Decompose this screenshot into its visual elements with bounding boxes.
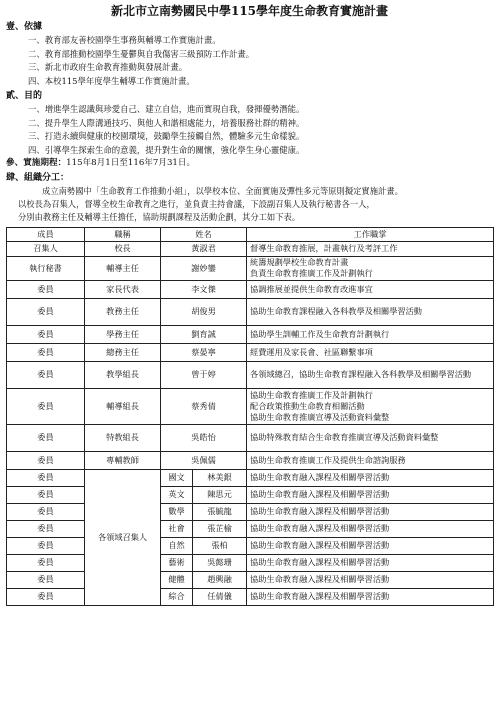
subject-cell: 健體 [161,571,193,588]
duty-cell: 協助生命教育課程融入各科教學及相關學習活動 [247,298,494,325]
page-title: 新北市立南勢國民中學115學年度生命教育實施計畫 [110,4,389,18]
member-cell: 委員 [7,520,85,537]
schedule-text: 115年8月1日至116年7月31日。 [66,158,196,168]
duty-cell: 協助生命教育融入課程及相關學習活動 [247,486,494,503]
role-cell: 教務主任 [85,298,161,325]
role-cell: 輔導主任 [85,256,161,280]
name-cell: 胡俊男 [161,298,247,325]
subject-cell: 國文 [161,469,193,486]
table-row [7,388,494,424]
role-cell: 學務主任 [85,325,161,343]
duty-cell: 協助生命教育融入課程及相關學習活動 [247,554,494,571]
name-cell: 曾于婷 [161,361,247,388]
name-cell: 黃淑君 [161,241,247,256]
name-cell: 林美銀 [193,469,247,486]
role-cell: 校長 [85,241,161,256]
duty-cell: 督導生命教育推展，計畫執行及考評工作 [247,241,494,256]
duty-cell: 協助生命教育融入課程及相關學習活動 [247,571,494,588]
organization-paragraph: 分別由教務主任及輔導主任擔任，協助規劃課程及活動企劃，其分工如下表。 [18,212,301,223]
duty-cell: 協助生命教育融入課程及相關學習活動 [247,520,494,537]
table-row [7,520,494,537]
group-role-cell: 各領域召集人 [85,469,161,605]
duty-cell: 協助生命教育推廣工作及計劃執行 配合政策推動生命教育相關活動 協助生命教育推廣宣導及活動資料彙整 [247,388,494,424]
basis-item: 一、教育部友善校園學生事務與輔導工作實施計畫。 [28,35,221,45]
duty-cell: 協助生命教育融入課程及相關學習活動 [247,588,494,605]
subject-cell: 英文 [161,486,193,503]
subject-cell: 數學 [161,503,193,520]
duty-cell: 協調推展並提供生命教育改進事宜 [247,280,494,298]
member-cell: 委員 [7,298,85,325]
name-cell: 李文傑 [161,280,247,298]
header-member: 成員 [7,227,85,241]
table-row [7,343,494,361]
member-cell: 委員 [7,361,85,388]
name-cell: 張芷榆 [193,520,247,537]
table-row [7,361,494,388]
organization-paragraph: 成立南勢國中「生命教育工作推動小組」，以學校本位、全面實施及彈性多元等原則擬定實施計畫。 [42,186,403,196]
basis-item: 三、新北市政府生命教育推動與發展計畫。 [28,62,188,72]
name-cell: 吳皓怡 [161,424,247,451]
table-row [7,298,494,325]
table-row [7,424,494,451]
role-cell: 專輔教師 [85,451,161,469]
role-cell: 總務主任 [85,343,161,361]
name-cell: 吳佩儒 [161,451,247,469]
purpose-item: 三、打造永續與健康的校園環境，鼓勵學生接觸自然，體驗多元生命樣貌。 [28,131,305,141]
member-cell: 召集人 [7,241,85,256]
member-cell: 委員 [7,469,85,486]
duty-cell: 經費運用及家長會、社區聯繫事項 [247,343,494,361]
header-name: 姓名 [161,227,247,241]
basis-item: 四、本校115學年度學生輔導工作實施計畫。 [28,75,195,86]
purpose-item: 二、提升學生人際溝通技巧、與他人和諧相處能力，培養服務社群的精神。 [28,117,305,128]
table-row [7,588,494,605]
organization-paragraph: 以校長為召集人，督導全校生命教育之進行，並負責主持會議，下設副召集人及執行秘書各一人， [18,199,375,210]
table-row [7,503,494,520]
basis-item: 二、教育部推動校園學生憂鬱與自我傷害三級預防工作計畫。 [28,48,255,59]
table-header-row [7,227,494,241]
name-cell: 任倩儀 [193,588,247,605]
subject-cell: 社會 [161,520,193,537]
member-cell: 委員 [7,343,85,361]
name-cell: 張柏 [193,537,247,554]
name-cell: 蔡晏寧 [161,343,247,361]
subject-cell: 自然 [161,537,193,554]
duty-cell: 協助生命教育融入課程及相關學習活動 [247,503,494,520]
section-heading-schedule: 參、實施期程： [6,158,67,168]
organization-table [6,227,494,606]
table-row [7,325,494,343]
name-cell: 蔡秀倩 [161,388,247,424]
table-row [7,571,494,588]
name-cell: 劉育誠 [161,325,247,343]
table-row [7,469,494,486]
subject-cell: 藝術 [161,554,193,571]
table-row [7,554,494,571]
member-cell: 委員 [7,503,85,520]
member-cell: 委員 [7,571,85,588]
section-heading-basis: 壹、依據 [6,22,43,32]
member-cell: 委員 [7,537,85,554]
table-row [7,537,494,554]
member-cell: 委員 [7,588,85,605]
subject-cell: 綜合 [161,588,193,605]
schedule-line [6,157,493,170]
member-cell: 委員 [7,486,85,503]
role-cell: 特教組長 [85,424,161,451]
member-cell: 委員 [7,280,85,298]
purpose-item: 四、引導學生探索生命的意義，提升對生命的關懷，強化學生身心靈健康。 [28,144,305,155]
member-cell: 執行秘書 [7,256,85,280]
table-row [7,486,494,503]
member-cell: 委員 [7,325,85,343]
duty-cell: 各領域總召，協助生命教育課程融入各科教學及相關學習活動 [247,361,494,388]
duty-cell: 協助生命教育推廣工作及提供生命諮詢服務 [247,451,494,469]
name-cell: 張毓龍 [193,503,247,520]
duty-cell: 協助特殊教育結合生命教育推廣宣導及活動資料彙整 [247,424,494,451]
section-heading-purpose: 貳、目的 [6,91,43,101]
purpose-item: 一、增進學生認識與珍愛自己、建立自信，進而實現自我，發揮優勢潛能。 [28,104,305,114]
role-cell: 教學組長 [85,361,161,388]
header-duty: 工作職掌 [247,227,494,241]
name-cell: 吳懿珊 [193,554,247,571]
header-role: 職稱 [85,227,161,241]
member-cell: 委員 [7,554,85,571]
member-cell: 委員 [7,451,85,469]
table-row [7,256,494,280]
name-cell: 陳思元 [193,486,247,503]
name-cell: 趙興融 [193,571,247,588]
document-page [0,3,499,703]
member-cell: 委員 [7,388,85,424]
table-row [7,280,494,298]
role-cell: 輔導組長 [85,388,161,424]
section-heading-organization: 肆、組織分工： [6,173,70,183]
role-cell: 家長代表 [85,280,161,298]
duty-cell: 統籌規劃學校生命教育計畫 負責生命教育推廣工作及計劃執行 [247,256,494,280]
table-row [7,241,494,256]
duty-cell: 協助生命教育融入課程及相關學習活動 [247,537,494,554]
table-row [7,451,494,469]
member-cell: 委員 [7,424,85,451]
name-cell: 謝妙鑾 [161,256,247,280]
duty-cell: 協助學生訓輔工作及生命教育計劃執行 [247,325,494,343]
duty-cell: 協助生命教育融入課程及相關學習活動 [247,469,494,486]
